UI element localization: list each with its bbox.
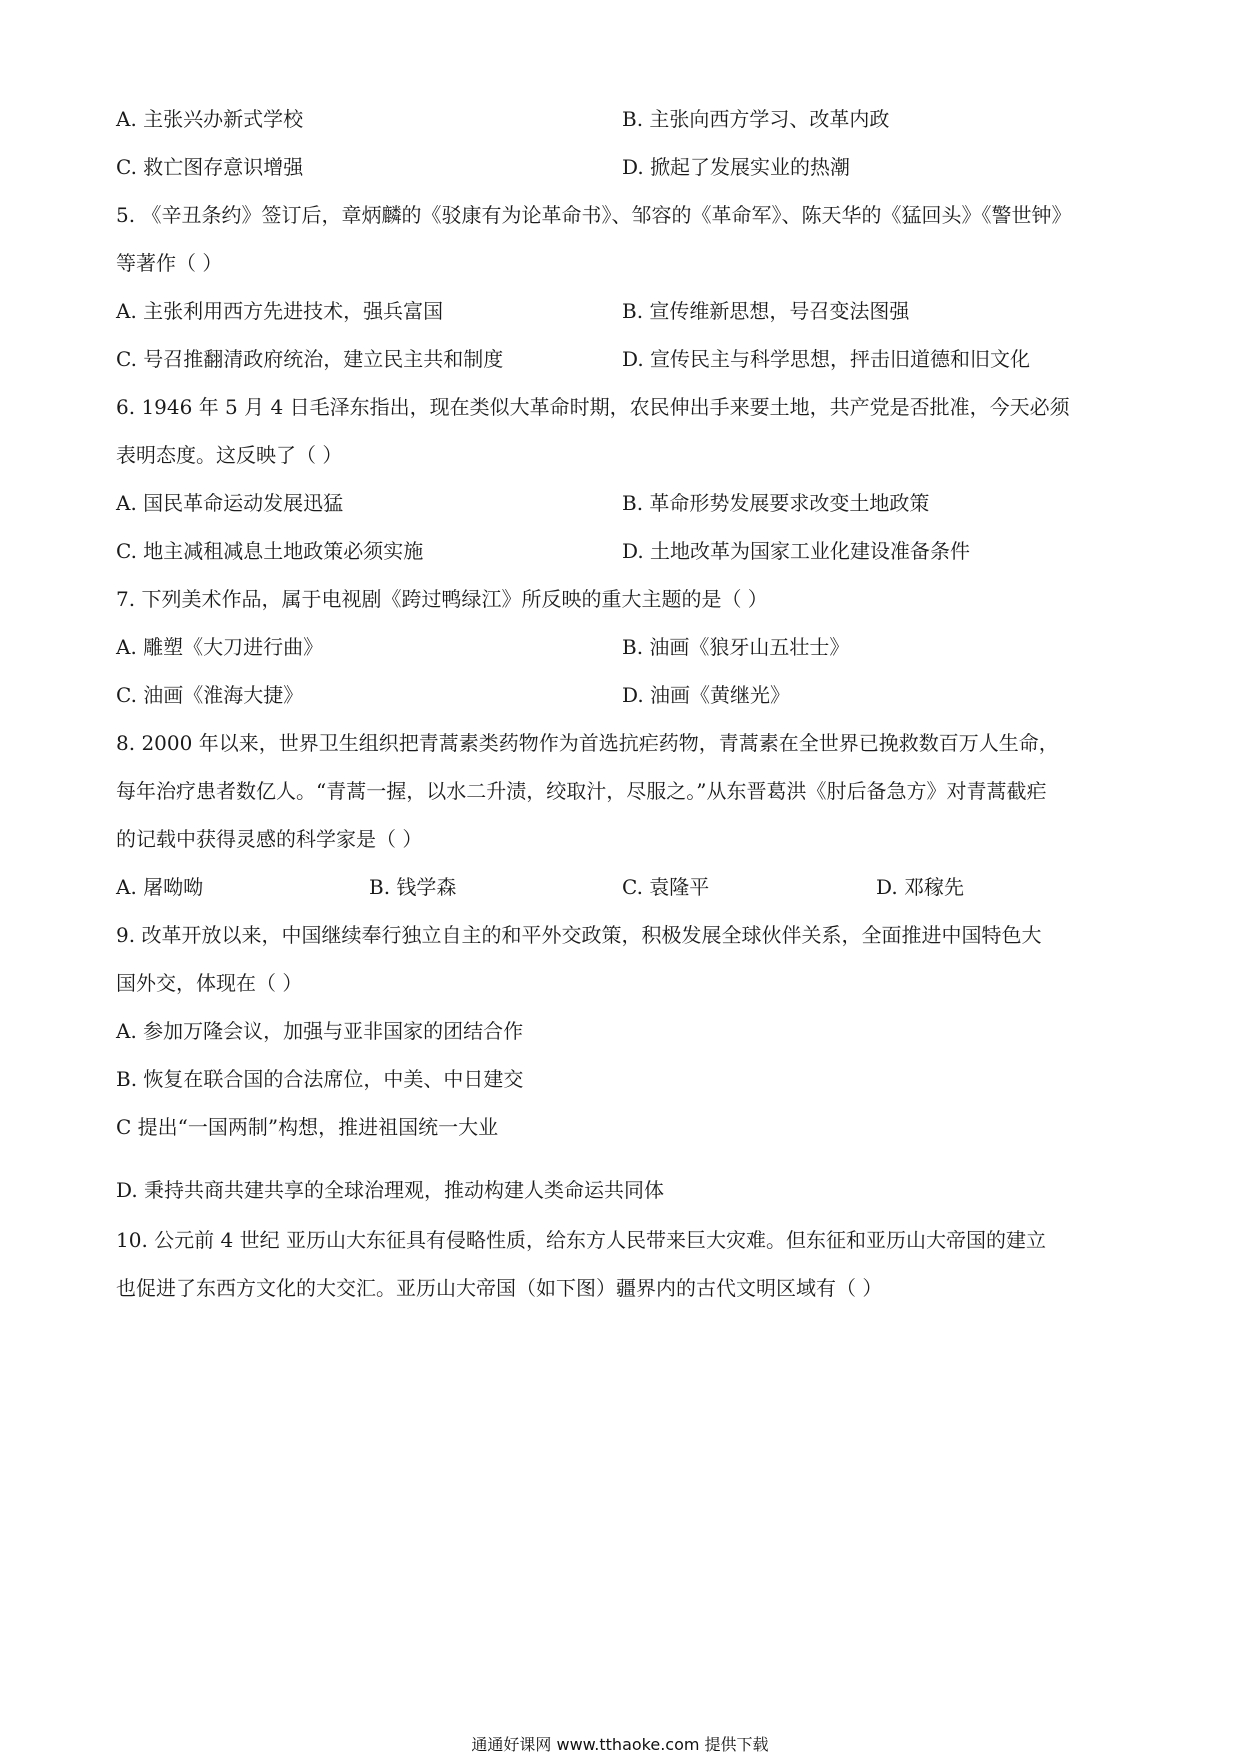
q7-option-c: C. 油画《淮海大捷》 — [116, 683, 304, 707]
q5-option-c: C. 号召推翻清政府统治，建立民主共和制度 — [116, 347, 504, 371]
q6-option-c: C. 地主减租减息土地政策必须实施 — [116, 539, 424, 563]
q8-option-d: D. 邓稼先 — [876, 875, 965, 899]
q5-option-b: B. 宣传维新思想，号召变法图强 — [622, 299, 910, 323]
q9-option-a: A. 参加万隆会议，加强与亚非国家的团结合作 — [116, 1019, 524, 1043]
q9-stem-line1: 9. 改革开放以来，中国继续奉行独立自主的和平外交政策，积极发展全球伙伴关系，全面推进中国特色大 — [116, 923, 1042, 947]
q4-option-b: B. 主张向西方学习、改革内政 — [622, 107, 890, 131]
q7-option-b: B. 油画《狼牙山五壮士》 — [622, 635, 850, 659]
q8-stem-line2: 每年治疗患者数亿人。“青蒿一握，以水二升渍，绞取汁，尽服之。”从东晋葛洪《肘后备急方》对青蒿截疟 — [116, 779, 1047, 803]
q9-stem-line2: 国外交，体现在（ ） — [116, 971, 303, 995]
q4-option-a: A. 主张兴办新式学校 — [116, 107, 304, 131]
q5-option-d: D. 宣传民主与科学思想，抨击旧道德和旧文化 — [622, 347, 1031, 371]
q10-stem-line1: 10. 公元前 4 世纪 亚历山大东征具有侵略性质，给东方人民带来巨大灾难。但东征和亚历山大帝国的建立 — [116, 1228, 1046, 1252]
q8-stem-line3: 的记载中获得灵感的科学家是（ ） — [116, 827, 423, 851]
q5-stem-line2: 等著作（ ） — [116, 251, 223, 275]
q6-stem-line1: 6. 1946 年 5 月 4 日毛泽东指出，现在类似大革命时期，农民伸出手来要土地，共产党是否批准，今天必须 — [116, 395, 1070, 419]
q9-option-c: C 提出“一国两制”构想，推进祖国统一大业 — [116, 1115, 499, 1139]
page-footer: 通通好课网 www.tthaoke.com 提供下载 — [471, 1735, 769, 1754]
q7-option-a: A. 雕塑《大刀进行曲》 — [116, 635, 324, 659]
q8-stem-line1: 8. 2000 年以来，世界卫生组织把青蒿素类药物作为首选抗疟药物，青蒿素在全世界已挽救数百万人生命， — [116, 731, 1059, 755]
q4-option-c: C. 救亡图存意识增强 — [116, 155, 304, 179]
q6-option-b: B. 革命形势发展要求改变土地政策 — [622, 491, 930, 515]
q7-option-d: D. 油画《黄继光》 — [622, 683, 791, 707]
q6-option-a: A. 国民革命运动发展迅猛 — [116, 491, 344, 515]
q5-option-a: A. 主张利用西方先进技术，强兵富国 — [116, 299, 444, 323]
q8-option-a: A. 屠呦呦 — [116, 875, 204, 899]
q8-option-b: B. 钱学森 — [369, 875, 457, 899]
q5-stem-line1: 5. 《辛丑条约》签订后，章炳麟的《驳康有为论革命书》、邹容的《革命军》、陈天华的《猛回头》《警世钟》 — [116, 203, 1072, 227]
q7-stem-line1: 7. 下列美术作品，属于电视剧《跨过鸭绿江》所反映的重大主题的是（ ） — [116, 587, 768, 611]
q8-option-c: C. 袁隆平 — [622, 875, 710, 899]
q10-stem-line2: 也促进了东西方文化的大交汇。亚历山大帝国（如下图）疆界内的古代文明区域有（ ） — [116, 1276, 883, 1300]
q4-option-d: D. 掀起了发展实业的热潮 — [622, 155, 851, 179]
q6-option-d: D. 土地改革为国家工业化建设准备条件 — [622, 539, 971, 563]
q9-option-b: B. 恢复在联合国的合法席位，中美、中日建交 — [116, 1067, 524, 1091]
q6-stem-line2: 表明态度。这反映了（ ） — [116, 443, 343, 467]
q9-option-d: D. 秉持共商共建共享的全球治理观，推动构建人类命运共同体 — [116, 1178, 665, 1202]
